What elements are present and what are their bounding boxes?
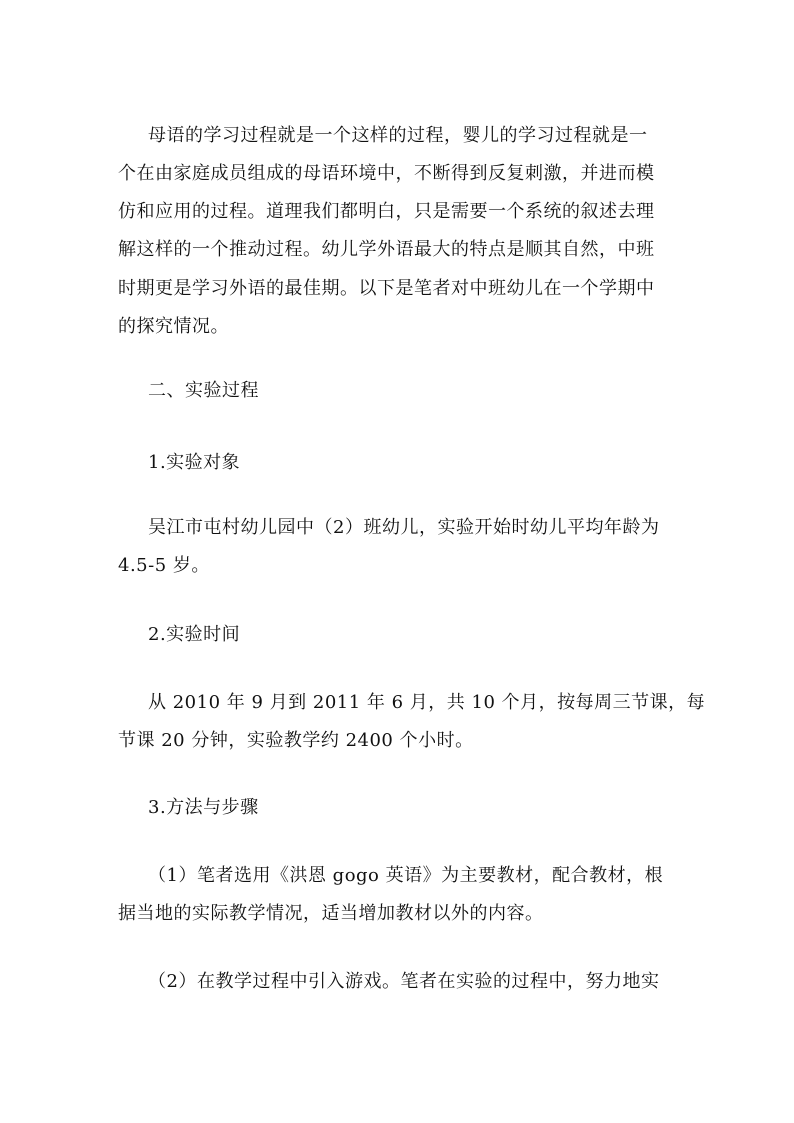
paragraph-1-line-5: 时期更是学习外语的最佳期。以下是笔者对中班幼儿在一个学期中 <box>118 278 655 299</box>
paragraph-1-line-3: 仿和应用的过程。道理我们都明白，只是需要一个系统的叙述去理 <box>118 201 655 222</box>
paragraph-3-line-2: 节课 20 分钟，实验教学约 2400 个小时。 <box>118 730 474 751</box>
paragraph-1-line-6: 的探究情况。 <box>118 316 229 337</box>
paragraph-2-line-2: 4.5-5 岁。 <box>118 555 210 576</box>
paragraph-1-line-1: 母语的学习过程就是一个这样的过程，婴儿的学习过程就是一 <box>148 125 648 146</box>
paragraph-1-line-4: 解这样的一个推动过程。幼儿学外语最大的特点是顺其自然，中班 <box>118 239 655 260</box>
paragraph-3-line-1: 从 2010 年 9 月到 2011 年 6 月，共 10 个月，按每周三节课，每 <box>148 692 706 713</box>
paragraph-2-line-1: 吴江市屯村幼儿园中（2）班幼儿，实验开始时幼儿平均年龄为 <box>148 517 660 538</box>
paragraph-5-line-1: （2）在教学过程中引入游戏。笔者在实验的过程中，努力地实 <box>148 971 660 992</box>
paragraph-1-line-2: 个在由家庭成员组成的母语环境中，不断得到反复刺激，并进而模 <box>118 163 655 184</box>
subheading-method-steps: 3.方法与步骤 <box>148 797 259 818</box>
paragraph-4-line-1: （1）笔者选用《洪恩 gogo 英语》为主要教材，配合教材，根 <box>148 865 664 886</box>
subheading-experiment-subjects: 1.实验对象 <box>148 452 241 473</box>
subheading-experiment-time: 2.实验时间 <box>148 624 241 645</box>
section-heading: 二、实验过程 <box>148 380 259 401</box>
paragraph-4-line-2: 据当地的实际教学情况，适当增加教材以外的内容。 <box>118 903 544 924</box>
